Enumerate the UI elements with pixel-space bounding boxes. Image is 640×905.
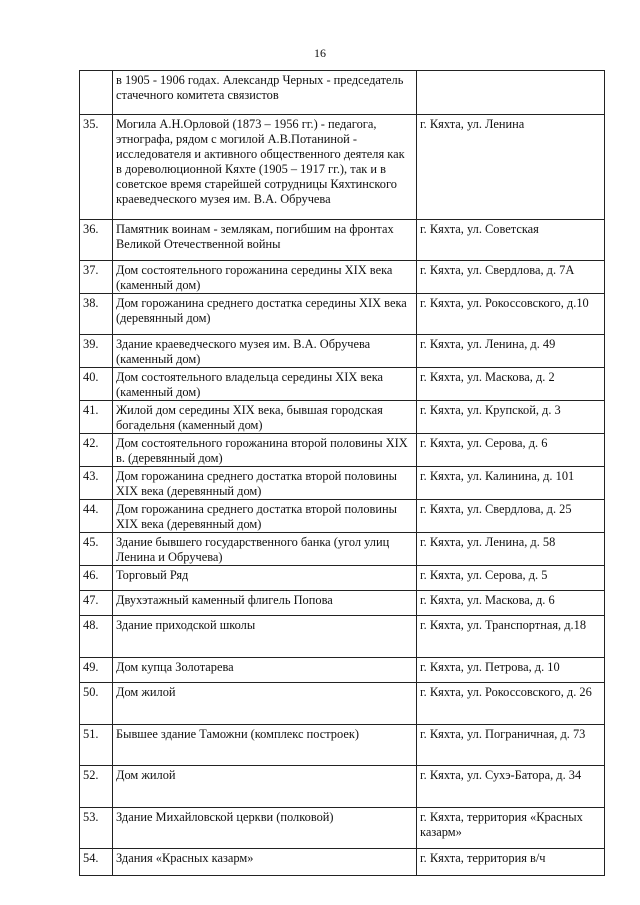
row-number-cell: 41.: [80, 401, 113, 434]
object-address-cell: г. Кяхта, ул. Петрова, д. 10: [417, 658, 605, 683]
row-number-cell: 45.: [80, 533, 113, 566]
row-number-cell: 48.: [80, 616, 113, 658]
row-number-cell: 51.: [80, 725, 113, 766]
table-row: [80, 808, 605, 849]
object-address-cell: г. Кяхта, ул. Маскова, д. 6: [417, 591, 605, 616]
table-row: [80, 434, 605, 467]
object-name-cell: Дом горожанина среднего достатка второй половины XIX века (деревянный дом): [113, 467, 417, 500]
object-address-cell: г. Кяхта, ул. Маскова, д. 2: [417, 368, 605, 401]
object-address-cell: г. Кяхта, ул. Калинина, д. 101: [417, 467, 605, 500]
object-name-cell: Бывшее здание Таможни (комплекс построек): [113, 725, 417, 766]
object-name-cell: Могила А.Н.Орловой (1873 – 1956 гг.) - педагога, этнографа, рядом с могилой А.В.Потаниной - исследователя и активного общественного деятеля как в дореволюционной Кяхте (1905 – 1917 гг.), так и в советское время старейшей сотрудницы Кяхтинского краеведческого музея им. В.А. Обручева: [113, 115, 417, 220]
row-number-cell: 40.: [80, 368, 113, 401]
table-row: [80, 220, 605, 261]
object-name-cell: Дом жилой: [113, 766, 417, 808]
object-address-cell: г. Кяхта, ул. Рокоссовского, д. 26: [417, 683, 605, 725]
object-address-cell: г. Кяхта, ул. Сухэ-Батора, д. 34: [417, 766, 605, 808]
table-row: [80, 658, 605, 683]
table-row: [80, 335, 605, 368]
object-name-cell: Дом состоятельного владельца середины XIX века (каменный дом): [113, 368, 417, 401]
object-address-cell: г. Кяхта, ул. Ленина, д. 58: [417, 533, 605, 566]
object-name-cell: Жилой дом середины XIX века, бывшая городская богадельня (каменный дом): [113, 401, 417, 434]
object-name-cell: Дом горожанина среднего достатка второй половины XIX века (деревянный дом): [113, 500, 417, 533]
object-address-cell: г. Кяхта, ул. Крупской, д. 3: [417, 401, 605, 434]
row-number-cell: 44.: [80, 500, 113, 533]
table-row: [80, 467, 605, 500]
object-address-cell: г. Кяхта, ул. Рокоссовского, д.10: [417, 294, 605, 335]
row-number-cell: 52.: [80, 766, 113, 808]
table-row: [80, 71, 605, 115]
object-name-cell: Дом горожанина среднего достатка середины XIX века (деревянный дом): [113, 294, 417, 335]
row-number-cell: 53.: [80, 808, 113, 849]
page-number: 16: [314, 46, 326, 60]
object-name-cell: Дом состоятельного горожанина середины XIX века (каменный дом): [113, 261, 417, 294]
object-name-cell: Торговый Ряд: [113, 566, 417, 591]
row-number-cell: 42.: [80, 434, 113, 467]
table-row: [80, 766, 605, 808]
table-row: [80, 401, 605, 434]
table-row: [80, 616, 605, 658]
row-number-cell: 39.: [80, 335, 113, 368]
object-name-cell: Дом купца Золотарева: [113, 658, 417, 683]
object-address-cell: г. Кяхта, территория «Красных казарм»: [417, 808, 605, 849]
table-row: [80, 261, 605, 294]
object-address-cell: г. Кяхта, территория в/ч: [417, 849, 605, 876]
table-body: [80, 71, 605, 876]
object-address-cell: г. Кяхта, ул. Ленина, д. 49: [417, 335, 605, 368]
object-address-cell: г. Кяхта, ул. Серова, д. 5: [417, 566, 605, 591]
object-address-cell: г. Кяхта, ул. Пограничная, д. 73: [417, 725, 605, 766]
object-address-cell: г. Кяхта, ул. Свердлова, д. 25: [417, 500, 605, 533]
table-row: [80, 591, 605, 616]
object-name-cell: Здание приходской школы: [113, 616, 417, 658]
table-row: [80, 368, 605, 401]
table-row: [80, 294, 605, 335]
row-number-cell: [80, 71, 113, 115]
row-number-cell: 35.: [80, 115, 113, 220]
object-address-cell: г. Кяхта, ул. Транспортная, д.18: [417, 616, 605, 658]
row-number-cell: 37.: [80, 261, 113, 294]
object-address-cell: г. Кяхта, ул. Серова, д. 6: [417, 434, 605, 467]
object-address-cell: [417, 71, 605, 115]
object-name-cell: Дом состоятельного горожанина второй половины XIX в. (деревянный дом): [113, 434, 417, 467]
object-address-cell: г. Кяхта, ул. Свердлова, д. 7А: [417, 261, 605, 294]
row-number-cell: 43.: [80, 467, 113, 500]
object-address-cell: г. Кяхта, ул. Советская: [417, 220, 605, 261]
row-number-cell: 47.: [80, 591, 113, 616]
object-name-cell: Дом жилой: [113, 683, 417, 725]
object-name-cell: Здание бывшего государственного банка (угол улиц Ленина и Обручева): [113, 533, 417, 566]
object-address-cell: г. Кяхта, ул. Ленина: [417, 115, 605, 220]
row-number-cell: 46.: [80, 566, 113, 591]
object-name-cell: Двухэтажный каменный флигель Попова: [113, 591, 417, 616]
table-row: [80, 533, 605, 566]
object-name-cell: Памятник воинам - землякам, погибшим на фронтах Великой Отечественной войны: [113, 220, 417, 261]
object-name-cell: Здание Михайловской церкви (полковой): [113, 808, 417, 849]
object-name-cell: Здания «Красных казарм»: [113, 849, 417, 876]
table-row: [80, 115, 605, 220]
row-number-cell: 54.: [80, 849, 113, 876]
row-number-cell: 38.: [80, 294, 113, 335]
table-row: [80, 566, 605, 591]
row-number-cell: 49.: [80, 658, 113, 683]
table-row: [80, 849, 605, 876]
row-number-cell: 36.: [80, 220, 113, 261]
monuments-table: [79, 70, 605, 876]
table-row: [80, 500, 605, 533]
table-row: [80, 725, 605, 766]
object-name-cell: Здание краеведческого музея им. В.А. Обручева (каменный дом): [113, 335, 417, 368]
table-row: [80, 683, 605, 725]
object-name-cell: в 1905 - 1906 годах. Александр Черных - председатель стачечного комитета связистов: [113, 71, 417, 115]
row-number-cell: 50.: [80, 683, 113, 725]
